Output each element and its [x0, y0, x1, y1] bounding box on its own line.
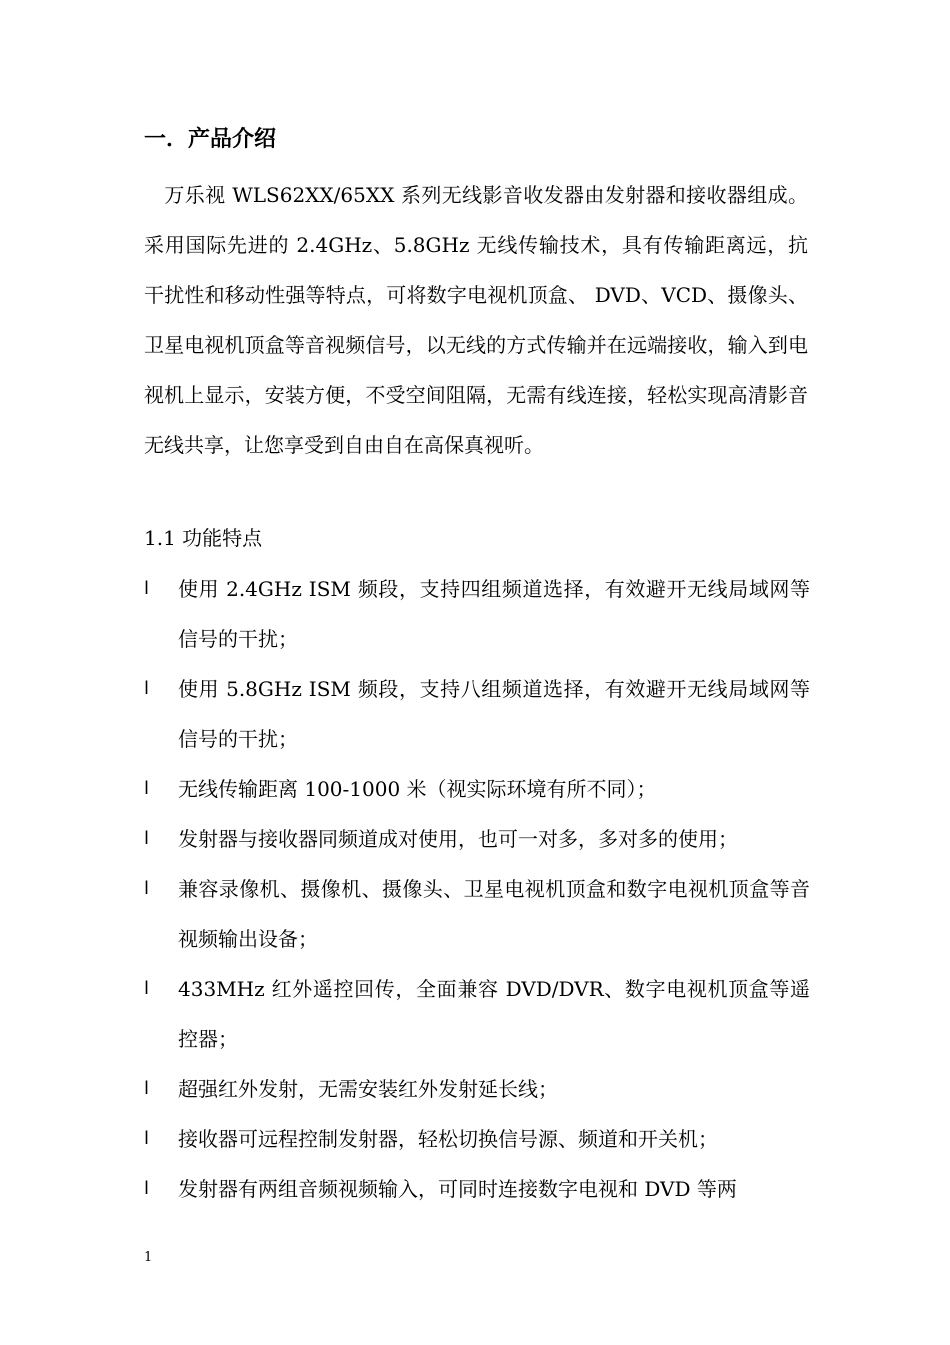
- feature-item: [144, 1064, 810, 1114]
- feature-list: [144, 564, 810, 1214]
- feature-item: [144, 764, 810, 814]
- feature-text: 发射器与接收器同频道成对使用，也可一对多，多对多的使用；: [178, 827, 738, 851]
- bullet-icon: l: [144, 1178, 150, 1199]
- page-number: 1: [144, 1250, 153, 1265]
- section-heading: 一．产品介绍: [144, 127, 277, 152]
- bullet-icon: l: [144, 978, 150, 999]
- intro-paragraph: [144, 170, 808, 470]
- feature-text: 使用 5.8GHz ISM 频段，支持八组频道选择，有效避开无线局域网等信号的干扰；: [178, 677, 810, 751]
- feature-item: [144, 814, 810, 864]
- feature-item: [144, 664, 810, 764]
- intro-text: 万乐视 WLS62XX/65XX 系列无线影音收发器由发射器和接收器组成。采用国际先进的 2.4GHz、5.8GHz 无线传输技术，具有传输距离远，抗干扰性和移动性强等特点，可将数字电视机顶盒、 DVD、VCD、摄像头、卫星电视机顶盒等音视频信号，以无线的方式传输并在远端接收，输入到电视机上显示，安装方便，不受空间阻隔，无需有线连接，轻松实现高清影音无线共享，让您享受到自由自在高保真视听。: [144, 183, 808, 457]
- feature-item: [144, 1164, 810, 1214]
- bullet-icon: l: [144, 578, 150, 599]
- feature-text: 433MHz 红外遥控回传，全面兼容 DVD/DVR、数字电视机顶盒等遥控器；: [178, 977, 810, 1051]
- subsection-title: 1.1 功能特点: [144, 526, 263, 550]
- feature-text: 发射器有两组音频视频输入，可同时连接数字电视和 DVD 等两: [178, 1177, 737, 1201]
- feature-item: [144, 564, 810, 664]
- feature-item: [144, 1114, 810, 1164]
- feature-item: [144, 864, 810, 964]
- bullet-icon: l: [144, 678, 150, 699]
- bullet-icon: l: [144, 828, 150, 849]
- feature-text: 无线传输距离 100-1000 米（视实际环境有所不同）；: [178, 777, 657, 801]
- feature-text: 接收器可远程控制发射器，轻松切换信号源、频道和开关机；: [178, 1127, 718, 1151]
- bullet-icon: l: [144, 778, 150, 799]
- feature-item: [144, 964, 810, 1064]
- feature-text: 使用 2.4GHz ISM 频段，支持四组频道选择，有效避开无线局域网等信号的干扰；: [178, 577, 810, 651]
- bullet-icon: l: [144, 878, 150, 899]
- feature-text: 兼容录像机、摄像机、摄像头、卫星电视机顶盒和数字电视机顶盒等音视频输出设备；: [178, 877, 810, 951]
- bullet-icon: l: [144, 1078, 150, 1099]
- feature-text: 超强红外发射，无需安装红外发射延长线；: [178, 1077, 558, 1101]
- bullet-icon: l: [144, 1128, 150, 1149]
